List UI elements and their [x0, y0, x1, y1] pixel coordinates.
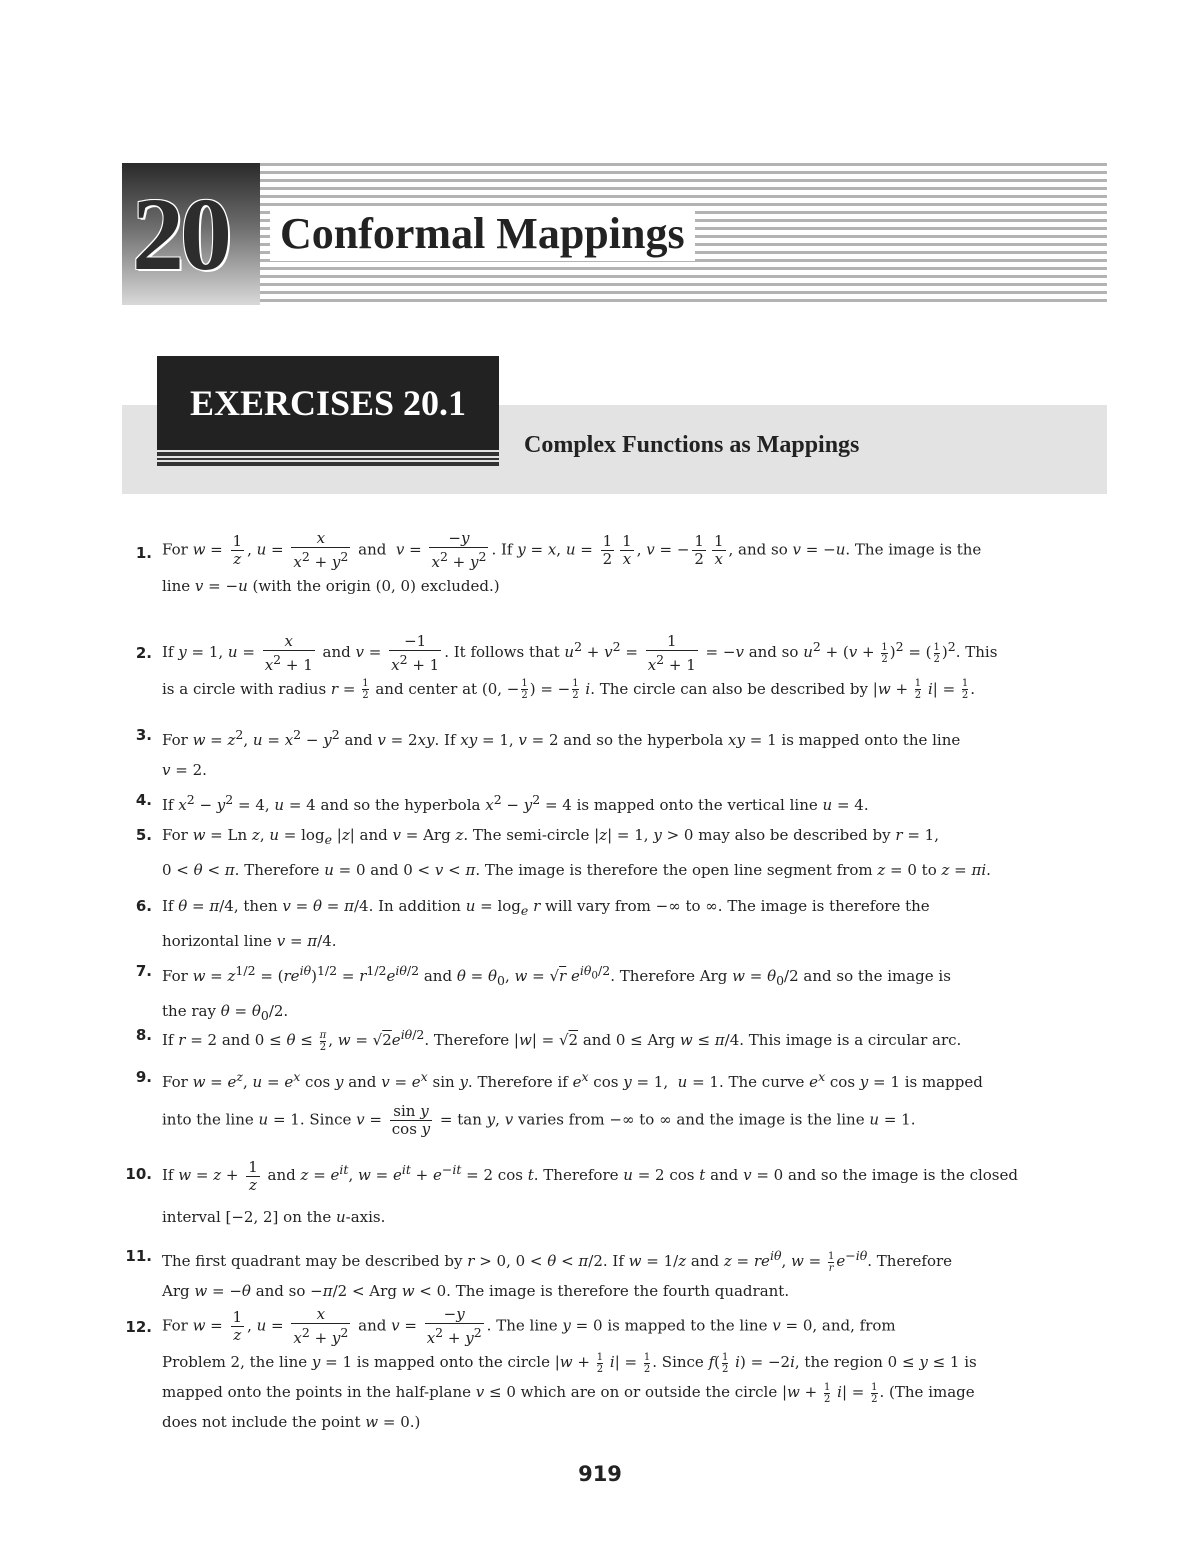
exercise-text: For w = $\frac{1}{z}$ , u = $\frac{x}{x^2 + y^2}$ and v = $\frac{-y}{x^2 + y^2}$ . The line y = 0 is mapped to the line v = 0, and, from Problem 2, the line y = 1 is mapped onto the circle |w + $\frac{1}{2}$ i| = $\frac{1}{2}$ . Since f( $\frac{1}{2}$ i) = −2i, the region 0 ≤ y ≤ 1 is mapped onto the points in the half-plane v ≤ 0 which are on or outside the circle |w + $\frac{1}{2}$ i| = $\frac{1}{2}$ . (The image does not include the point w = 0.) [162, 1305, 977, 1431]
exercise-text: For $w = e^z$, $u = e^x$ cos y and $v = e^x$ sin y. Therefore if $e^x$ cos y = 1, u = 1. The curve $e^x$ cos y = 1 is mapped into the line u = 1. Since v = $\frac{\text{sin y}}{\text{cos y}}$ = tan y, v varies from −∞ to ∞ and the image is the line u = 1. [162, 1069, 983, 1138]
exercise-text: If w = z + $\frac{1}{z}$ and $z = e^{it}$, $w = e^{it} + e^{-it} = 2$ cos t. Therefore u = 2 cos t and v = 0 and so the image is the closed interval [−2, 2] on the u-axis. [162, 1157, 1018, 1226]
exercise-text: If $x^2 - y^2 = 4$, u = 4 and so the hyperbola $x^2 - y^2 = 4$ is mapped onto the vertical line u = 4. [162, 792, 869, 814]
exercise-item [122, 530, 1108, 601]
exercise-item [122, 785, 1108, 820]
exercise-number: 5. [135, 826, 152, 844]
chapter-title: Conformal Mappings [270, 207, 695, 261]
section-rule [157, 452, 499, 456]
page-number: 919 [578, 1462, 622, 1486]
chapter-number: 20 [132, 177, 228, 292]
exercise-text: For $w = z^2$, $u = x^2 - y^2$ and v = 2xy. If xy = 1, v = 2 and so the hyperbola xy = 1 is mapped onto the line v = 2. [162, 727, 961, 779]
exercise-number: 10. [125, 1165, 152, 1183]
exercise-number: 3. [135, 726, 152, 744]
exercise-item [122, 1062, 1108, 1138]
exercise-item [122, 632, 1108, 704]
exercise-text: If y = 1, u = $\frac{x}{x^2 + 1}$ and v = $\frac{-1}{x^2 + 1}$ . It follows that $u^2 + v^2$ = $\frac{1}{x^2 + 1}$ = −v and so $u^2 + (v$ + $\frac{1}{2}$ )$^2$ = ( $\frac{1}{2}$ )$^2$. This is a circle with radius r = $\frac{1}{2}$ and center at (0, − $\frac{1}{2}$ ) = − $\frac{1}{2}$ i. The circle can also be described by |w + $\frac{1}{2}$ i| = $\frac{1}{2}$ . [162, 631, 998, 701]
exercise-text: If r = 2 and 0 ≤ θ ≤ $\frac{\pi}{2}$ , $w = √2e^{i\theta/2}$. Therefore |w| = √2 and 0 ≤ Arg w ≤ π/4. This image is a circular arc. [162, 1027, 962, 1053]
chapter-header [122, 163, 1107, 305]
exercise-text: For w = $\frac{1}{z}$ , u = $\frac{x}{x^2 + y^2}$ and v = $\frac{-y}{x^2 + y^2}$ . If y = x, u = $\frac{1}{2}$ $\frac{1}{x}$ , v = − $\frac{1}{2}$ $\frac{1}{x}$ , and so v = −u. The image is the line v = −u (with the origin (0, 0) excluded.) [162, 529, 982, 595]
exercise-number: 2. [135, 644, 152, 662]
section-subtitle: Complex Functions as Mappings [524, 432, 860, 458]
section-label: EXERCISES 20.1 [157, 356, 499, 450]
exercise-number: 9. [135, 1068, 152, 1086]
exercise-number: 12. [125, 1318, 152, 1336]
exercise-number: 11. [125, 1247, 152, 1265]
exercise-item [122, 1241, 1108, 1306]
exercise-number: 7. [135, 962, 152, 980]
chapter-number-box [122, 163, 260, 305]
exercise-item [122, 891, 1108, 956]
exercise-text: For w = Ln z, $u = \log_e |z|$ and v = Arg z. The semi-circle |z| = 1, y > 0 may also be described by r = 1, 0 < θ < π. Therefore u = 0 and 0 < v < π. The image is therefore the open line segment from z = 0 to z = πi. [162, 826, 991, 879]
exercise-item [122, 1020, 1108, 1055]
exercise-number: 1. [135, 544, 152, 562]
exercise-number: 6. [135, 897, 152, 915]
section-rule [157, 462, 499, 466]
exercise-item [122, 1155, 1108, 1232]
exercise-text: For $w = z^{1/2} = (re^{i\theta})^{1/2} = r^{1/2}e^{i\theta/2}$ and $\theta = \theta_0$, w = √r $e^{i\theta_0/2}$. Therefore Arg $w = \theta_0/2$ and so the image is the ray $\theta = \theta_0/2$. [162, 963, 951, 1023]
exercise-item [122, 1306, 1108, 1437]
exercise-item [122, 820, 1108, 885]
exercise-number: 4. [135, 791, 152, 809]
section-rule [157, 458, 499, 460]
exercise-text: The first quadrant may be described by r > 0, 0 < θ < π/2. If w = 1/z and $z = re^{i\theta}$, w = $\frac{1}{r}$ $e^{-i\theta}$. Therefore Arg w = −θ and so −π/2 < Arg w < 0. The image is therefore the fourth quadrant. [162, 1248, 953, 1300]
exercise-text: If θ = π/4, then v = θ = π/4. In addition $u = \log_e r$ will vary from −∞ to ∞. The image is therefore the horizontal line v = π/4. [162, 897, 930, 950]
exercise-item [122, 720, 1108, 785]
exercise-number: 8. [135, 1026, 152, 1044]
